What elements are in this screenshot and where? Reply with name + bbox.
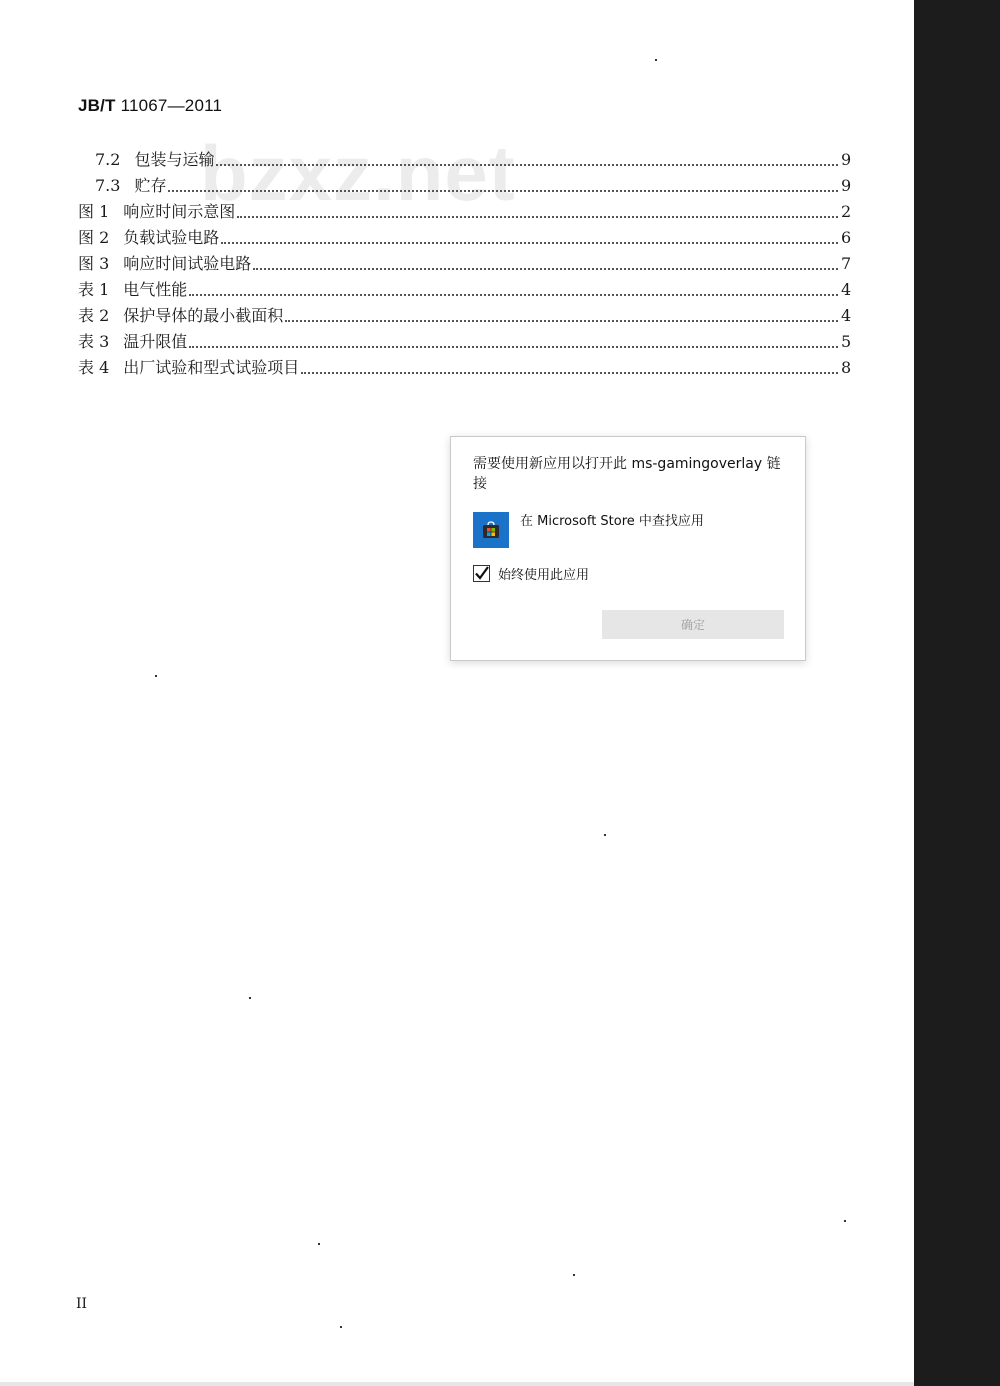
scan-speck [318, 1243, 320, 1245]
toc-entry-page: 5 [841, 332, 852, 351]
standard-number: 11067—2011 [120, 96, 223, 115]
toc-leader-dots [216, 163, 838, 166]
toc-entry-title: 电气性能 [123, 280, 188, 299]
always-use-app-label: 始终使用此应用 [498, 568, 590, 583]
toc-entry-page: 4 [841, 306, 852, 325]
toc-entry-number: 图 2 [78, 228, 110, 247]
find-app-in-store-option[interactable] [473, 512, 783, 550]
toc-entry-number: 7.2 [95, 150, 121, 169]
toc-entry-number: 图 1 [78, 202, 110, 221]
open-with-dialog [450, 436, 806, 661]
toc-entry-page: 8 [841, 358, 852, 377]
toc-entry [78, 354, 851, 378]
toc-entry [78, 276, 851, 300]
toc-entry-title: 负载试验电路 [123, 228, 220, 247]
dialog-title: 需要使用新应用以打开此 ms-gamingoverlay 链接 [473, 456, 781, 492]
toc-entry-title: 响应时间试验电路 [123, 254, 252, 273]
scan-speck [573, 1274, 575, 1276]
watermark: bzxz.net [200, 129, 516, 217]
always-use-app-checkbox[interactable] [473, 565, 490, 582]
scan-speck [604, 834, 606, 836]
toc-leader-dots [221, 241, 838, 244]
store-bag-icon [481, 520, 501, 540]
toc-entry-number: 图 3 [78, 254, 110, 273]
toc-entry-number: 7.3 [95, 176, 121, 195]
toc-entry [78, 198, 851, 222]
toc-entry-number: 表 2 [78, 306, 110, 325]
document-header [78, 96, 222, 116]
toc-entry-title: 温升限值 [123, 332, 188, 351]
toc-leader-dots [253, 267, 838, 270]
toc-entry-title: 包装与运输 [134, 150, 215, 169]
toc-entry-page: 4 [841, 280, 852, 299]
toc-entry-number: 表 4 [78, 358, 110, 377]
ok-button[interactable]: 确定 [602, 610, 784, 639]
toc-entry-title: 响应时间示意图 [123, 202, 236, 221]
toc-leader-dots [237, 215, 838, 218]
toc-entry-title: 出厂试验和型式试验项目 [123, 358, 300, 377]
toc-entry-page: 7 [841, 254, 852, 273]
toc-entry-page: 6 [841, 228, 852, 247]
toc-entry-page: 9 [841, 176, 852, 195]
toc-entry [78, 224, 851, 248]
always-use-app-checkbox-row[interactable] [473, 564, 589, 583]
microsoft-store-icon [473, 512, 509, 548]
scan-speck [249, 997, 251, 999]
toc-entry [78, 250, 851, 274]
toc-leader-dots [285, 319, 838, 322]
toc-entry-number: 表 1 [78, 280, 110, 299]
scan-speck [844, 1220, 846, 1222]
scan-speck [340, 1326, 342, 1328]
toc-entry-page: 9 [841, 150, 852, 169]
toc-entry [95, 146, 851, 170]
store-option-label: 在 Microsoft Store 中查找应用 [520, 514, 704, 529]
toc-entry-title: 贮存 [134, 176, 167, 195]
toc-leader-dots [301, 371, 838, 374]
toc-entry-number: 表 3 [78, 332, 110, 351]
toc-entry [78, 328, 851, 352]
viewer-bottom-strip [0, 1382, 914, 1386]
scan-speck [655, 59, 657, 61]
checkmark-icon [473, 565, 490, 582]
toc-entry [78, 302, 851, 326]
viewer-side-bar [914, 0, 1000, 1386]
toc-leader-dots [189, 293, 838, 296]
standard-code: JB/T [78, 96, 116, 115]
toc-entry-title: 保护导体的最小截面积 [123, 306, 284, 325]
toc-entry [95, 172, 851, 196]
toc-entry-page: 2 [841, 202, 852, 221]
scan-speck [155, 675, 157, 677]
toc-leader-dots [189, 345, 838, 348]
page-number: II [76, 1296, 88, 1312]
toc-leader-dots [168, 189, 838, 192]
